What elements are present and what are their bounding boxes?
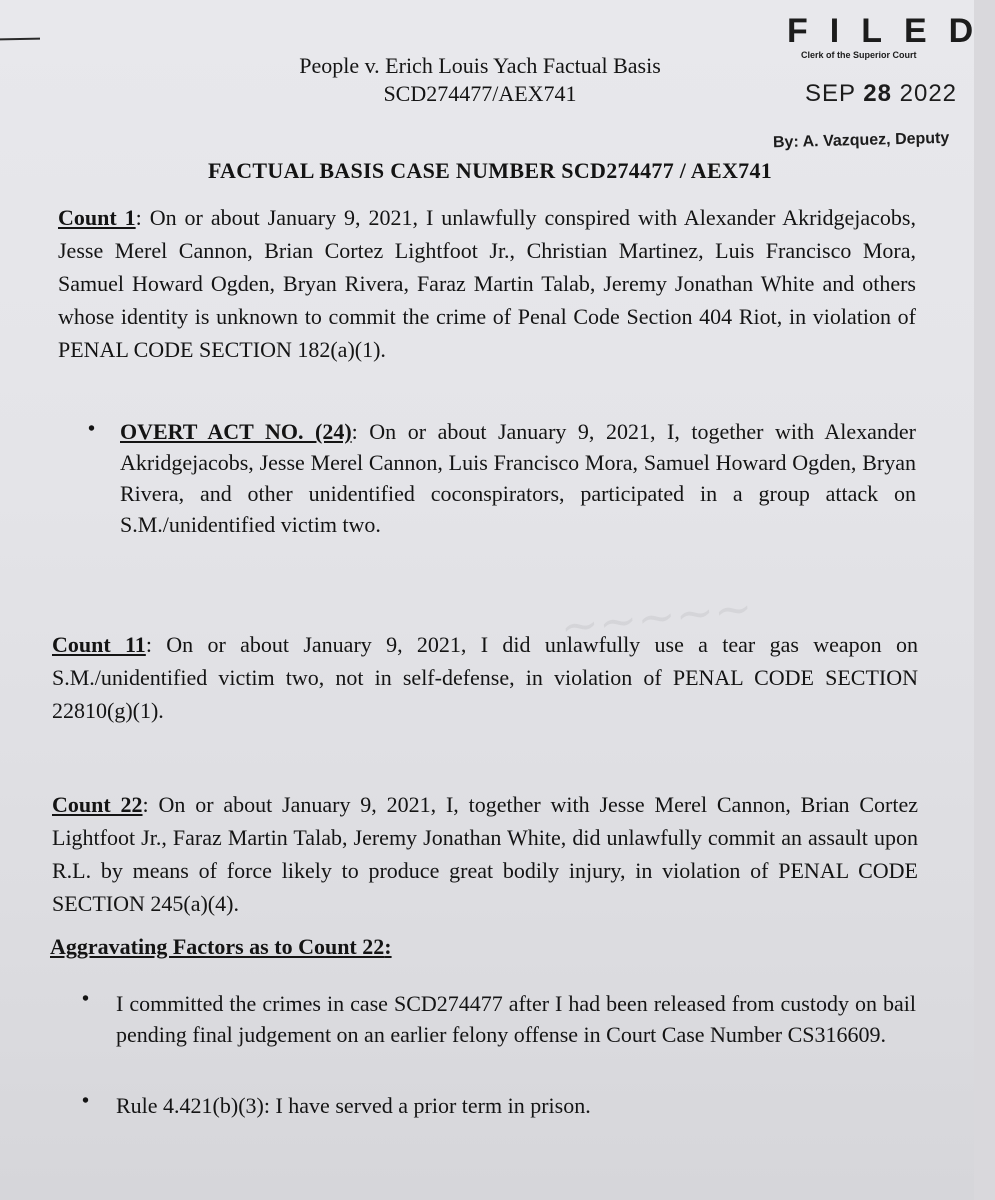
- stamp-filed-label: FILED: [787, 12, 995, 50]
- count-1-label: Count 1: [58, 205, 136, 230]
- count-22-paragraph: [52, 788, 918, 920]
- stamp-clerk-label: Clerk of the Superior Court: [801, 50, 917, 60]
- count-22-text: : On or about January 9, 2021, I, together with Jesse Merel Cannon, Brian Cortez Lightfoot Jr., Faraz Martin Talab, Jeremy Jonathan White, did unlawfully commit an assault upon R.L. by means of force likely to produce great bodily injury, in violation of PENAL CODE SECTION 245(a)(4).: [52, 792, 919, 916]
- stamp-date-day: 28: [863, 80, 892, 107]
- count-11-text: : On or about January 9, 2021, I did unlawfully use a tear gas weapon on S.M./unidentified victim two, not in self-defense, in violation of PENAL CODE SECTION 22810(g)(1).: [52, 632, 918, 723]
- page-edge-mark: [0, 38, 40, 41]
- header-case-number: SCD274477/AEX741: [383, 81, 577, 106]
- stamp-date-year: 2022: [899, 80, 958, 107]
- stamp-deputy: By: A. Vazquez, Deputy: [772, 129, 950, 152]
- aggravating-item-2: Rule 4.421(b)(3): I have served a prior term in prison.: [116, 1093, 591, 1118]
- aggravating-item-1: I committed the crimes in case SCD274477 after I had been released from custody on bail pending final judgement on an earlier felony offense in Court Case Number CS316609.: [116, 991, 916, 1047]
- count-22-label: Count 22: [52, 792, 143, 817]
- overt-act-label: OVERT ACT NO. (24): [120, 419, 352, 444]
- bullet-icon: •: [82, 1090, 90, 1112]
- bullet-icon: •: [82, 988, 90, 1010]
- count-11-label: Count 11: [52, 632, 146, 657]
- show-through-signature: ~~~~~: [557, 580, 756, 654]
- bullet-icon: •: [88, 418, 96, 440]
- document-header: [160, 52, 800, 108]
- count-11-paragraph: [52, 628, 918, 727]
- header-case-name: People v. Erich Louis Yach Factual Basis: [299, 53, 661, 78]
- document-title: FACTUAL BASIS CASE NUMBER SCD274477 / AEX741: [207, 158, 773, 183]
- count-1-text: : On or about January 9, 2021, I unlawfully conspired with Alexander Akridgejacobs, Jesse Merel Cannon, Brian Cortez Lightfoot Jr., Christian Martinez, Luis Francisco Mora, Samuel Howard Ogden, Bryan Rivera, Faraz Martin Talab, Jeremy Jonathan White and others whose identity is unknown to commit the crime of Penal Code Section 404 Riot, in violation of PENAL CODE SECTION 182(a)(1).: [58, 205, 916, 362]
- stamp-date-month: SEP: [805, 80, 856, 107]
- count-1-paragraph: [58, 201, 916, 366]
- overt-act-paragraph: [120, 416, 916, 540]
- stamp-date: [805, 80, 957, 108]
- overt-act-text: : On or about January 9, 2021, I, together with Alexander Akridgejacobs, Jesse Merel Cannon, Luis Francisco Mora, Samuel Howard Ogden, Bryan Rivera, and other unidentified coconspirators, participated in a group attack on S.M./unidentified victim two.: [120, 419, 917, 537]
- filed-stamp: [772, 12, 995, 152]
- aggravating-heading-colon: :: [384, 934, 392, 959]
- aggravating-heading-text: Aggravating Factors as to Count 22: [50, 934, 385, 959]
- aggravating-factors-heading: [50, 934, 392, 960]
